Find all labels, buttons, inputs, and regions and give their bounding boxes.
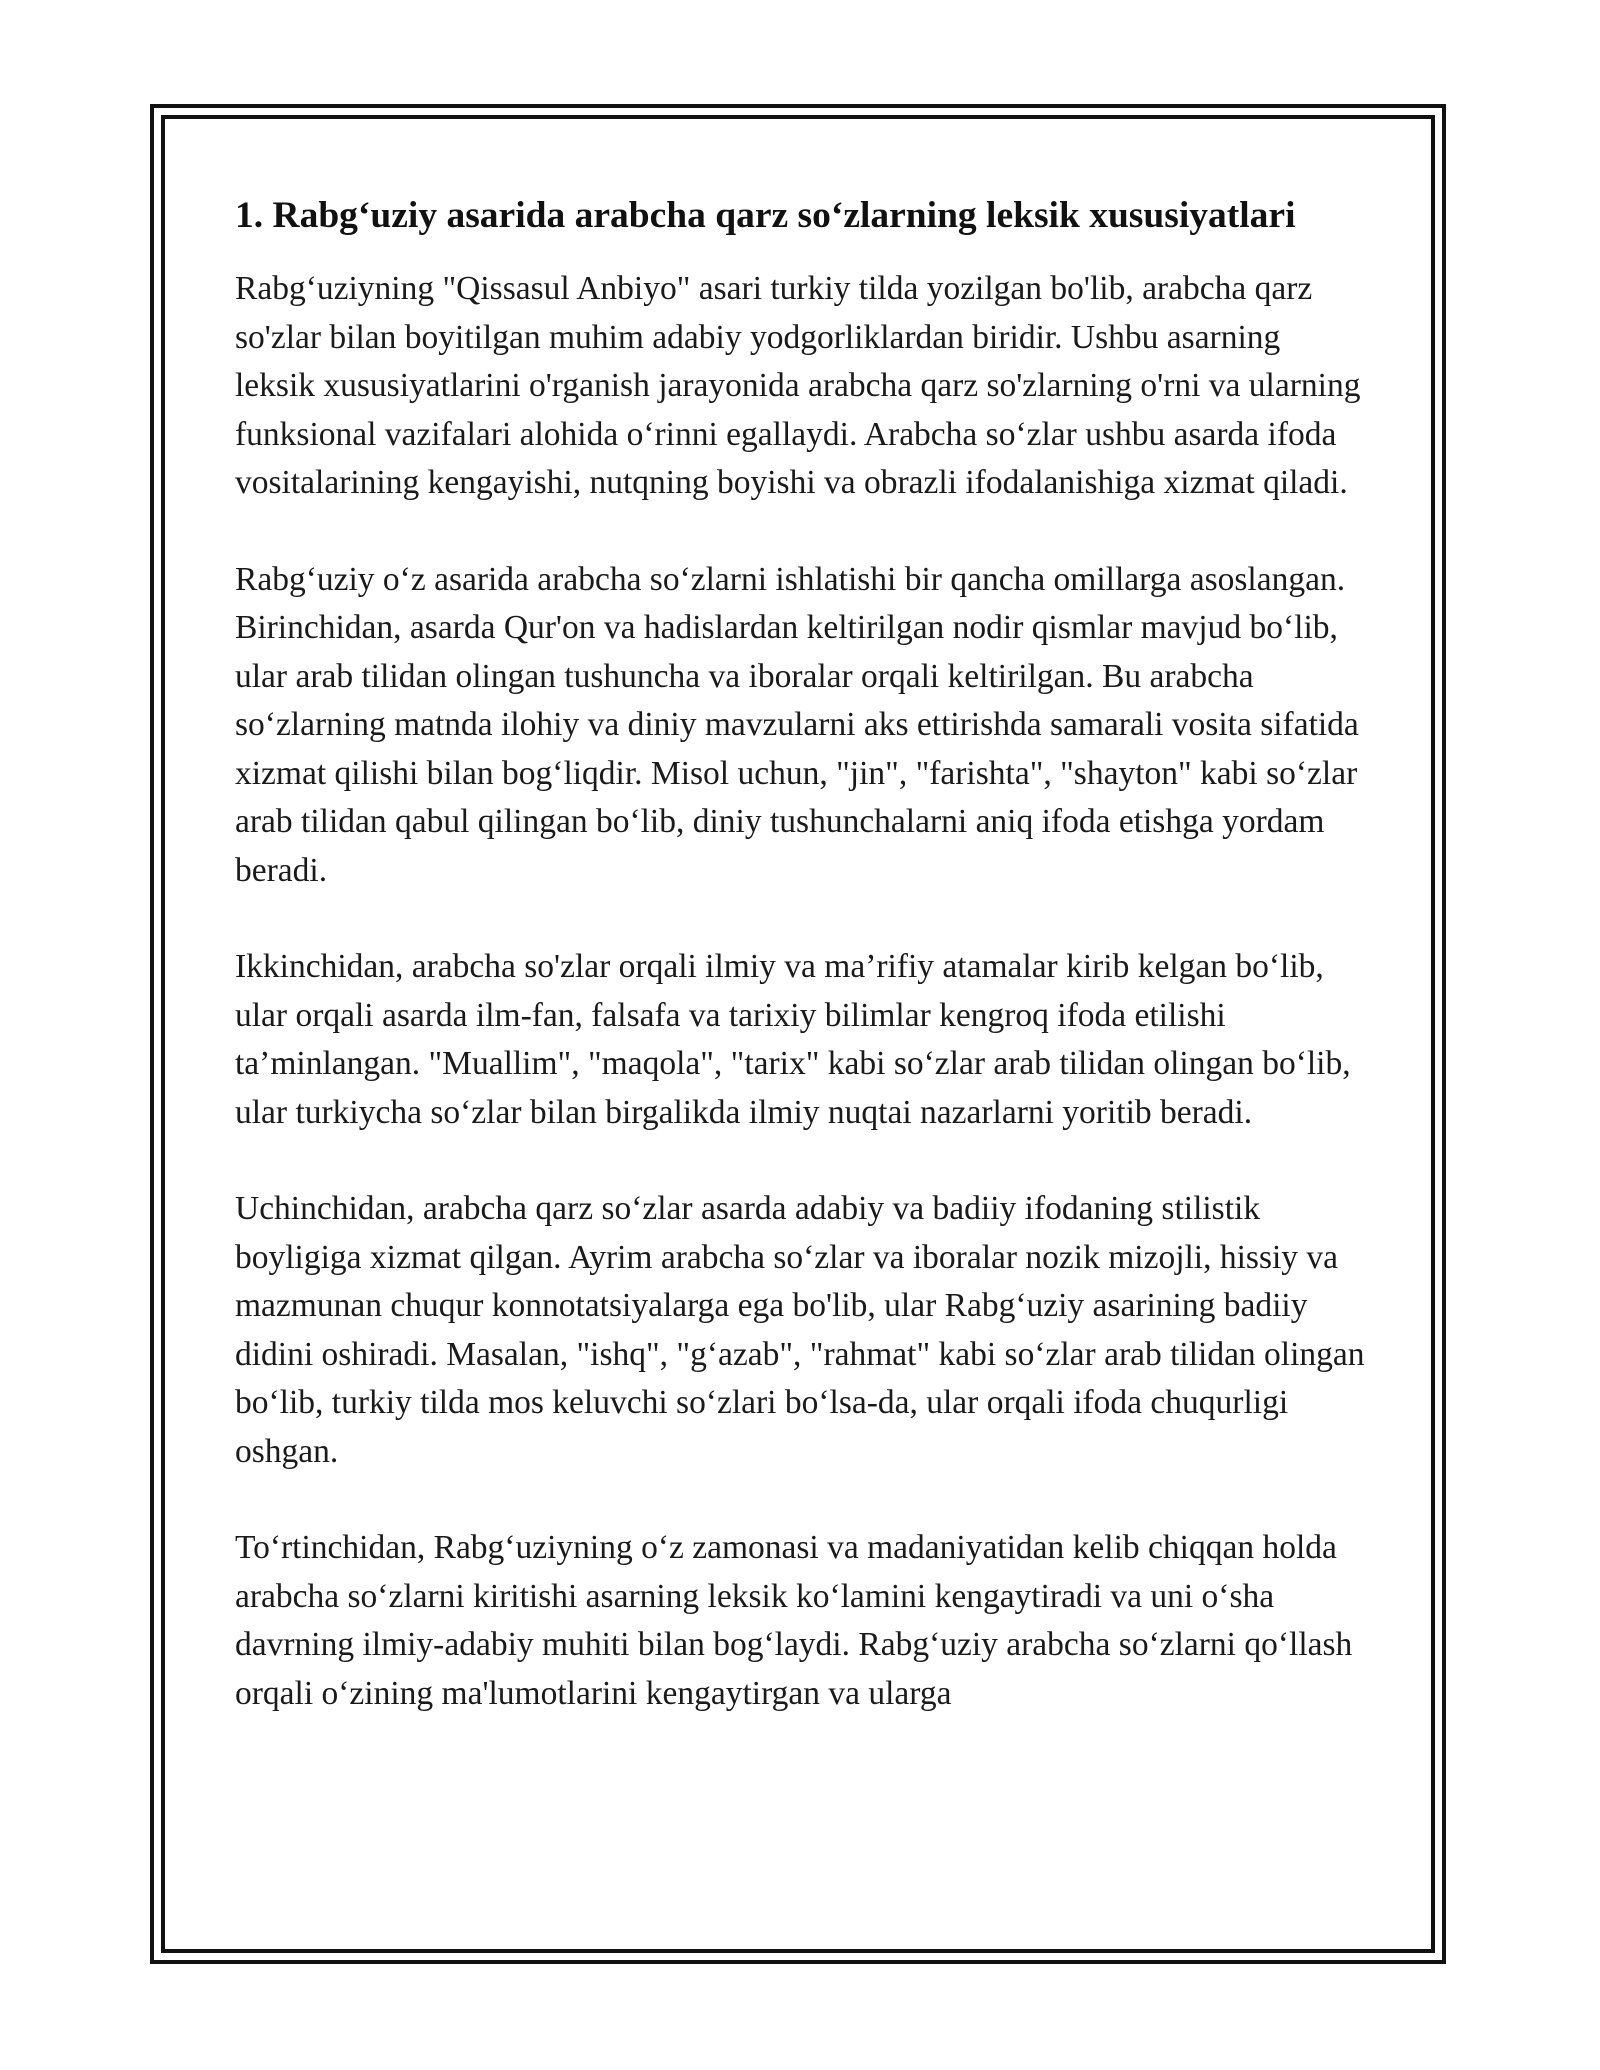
section-heading: 1. Rabg‘uziy asarida arabcha qarz so‘zlarning leksik xususiyatlari — [235, 195, 1296, 236]
paragraph-2: Rabg‘uziy o‘z asarida arabcha so‘zlarni ishlatishi bir qancha omillarga asoslangan. Birinchidan, asarda Qur'on va hadislardan keltirilgan nodir qismlar mavjud bo‘lib, ular arab tilidan olingan tushuncha va iboralar orqali keltirilgan. Bu arabcha so‘zlarning matnda ilohiy va diniy mavzularni aks ettirishda samarali vosita sifatida xizmat qilishi bilan bog‘liqdir. Misol uchun, "jin", "farishta", "shayton" kabi so‘zlar arab tilidan qabul qilingan bo‘lib, diniy tushunchalarni aniq ifoda etishga yordam beradi. — [235, 560, 1359, 889]
paragraph-3: Ikkinchidan, arabcha so'zlar orqali ilmiy va ma’rifiy atamalar kirib kelgan bo‘lib, ular orqali asarda ilm-fan, falsafa va tarixiy bilimlar kengroq ifoda etilishi ta’minlangan. "Muallim", "maqola", "tarix" kabi so‘zlar arab tilidan olingan bo‘lib, ular turkiycha so‘zlar bilan birgalikda ilmiy nuqtai nazarlarni yoritib beradi. — [235, 948, 1351, 1131]
document-body — [235, 188, 1365, 1766]
paragraph-1: Rabg‘uziyning "Qissasul Anbiyo" asari turkiy tilda yozilgan bo'lib, arabcha qarz so'zlar bilan boyitilgan muhim adabiy yodgorliklardan biridir. Ushbu asarning leksik xususiyatlarini o'rganish jarayonida arabcha qarz so'zlarning o'rni va ularning funksional vazifalari alohida o‘rinni egallaydi. Arabcha so‘zlar ushbu asarda ifoda vositalarining kengayishi, nutqning boyishi va obrazli ifodalanishiga xizmat qiladi. — [235, 270, 1361, 501]
paragraph-4: Uchinchidan, arabcha qarz so‘zlar asarda adabiy va badiiy ifodaning stilistik boyligiga xizmat qilgan. Ayrim arabcha so‘zlar va iboralar nozik mizojli, hissiy va mazmunan chuqur konnotatsiyalarga ega bo'lib, ular Rabg‘uziy asarining badiiy didini oshiradi. Masalan, "ishq", "g‘azab", "rahmat" kabi so‘zlar arab tilidan olingan bo‘lib, turkiy tilda mos keluvchi so‘zlari bo‘lsa-da, ular orqali ifoda chuqurligi oshgan. — [235, 1190, 1365, 1470]
paragraph-5: To‘rtinchidan, Rabg‘uziyning o‘z zamonasi va madaniyatidan kelib chiqqan holda arabcha so‘zlarni kiritishi asarning leksik ko‘lamini kengaytiradi va uni o‘sha davrning ilmiy-adabiy muhiti bilan bog‘laydi. Rabg‘uziy arabcha so‘zlarni qo‘llash orqali o‘zining ma'lumotlarini kengaytirgan va ularga — [235, 1529, 1353, 1712]
